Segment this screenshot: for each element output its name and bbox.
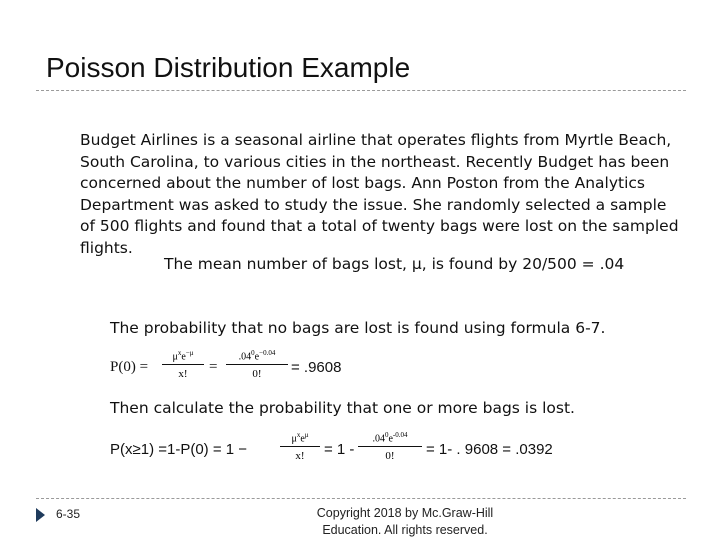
title-divider — [36, 90, 686, 91]
formula2-mid: = 1 - — [324, 441, 355, 458]
formula1-fraction-general: $\mu^xe^{-\mu}$ x! — [162, 349, 204, 380]
problem-paragraph: Budget Airlines is a seasonal airline that operates flights from Myrtle Beach, South Carolina, to various cities in the northeast. Recently Budget has been concerned about the number of lost bags. Ann Poston from the Analytics Department was asked to study the issue. She randomly selected a sample of 500 flights and found that a total of twenty bags were lost on the sampled flights. — [80, 131, 679, 257]
footer-divider — [36, 498, 686, 499]
formula2-fraction-general: $\mu^xe^\mu$ x! — [280, 431, 320, 462]
formula2-fraction-values: $\frac{.04^0e^{-0.04}}{0!}$ — [358, 431, 422, 462]
formula1-result: = .9608 — [291, 359, 342, 376]
probability-zero-intro: The probability that no bags are lost is found using formula 6-7. — [110, 319, 606, 337]
slide-title: Poisson Distribution Example — [46, 52, 411, 83]
bullet-arrow-icon — [36, 508, 45, 522]
mean-statement: The mean number of bags lost, μ, is found by 20/500 = .04 — [164, 255, 625, 273]
formula1-equals: = — [209, 359, 218, 375]
formula1-fraction-values: $\frac{.04^0e^{-0.04}}{0!}$ — [226, 349, 288, 380]
then-statement: Then calculate the probability that one or more bags is lost. — [110, 399, 575, 417]
slide-number: 6-35 — [56, 507, 81, 521]
formula1-lhs: P(0) = — [110, 359, 149, 375]
formula2-lhs: P(x≥1) =1-P(0) = 1 − — [110, 441, 248, 458]
formula2-result: = 1- . 9608 = .0392 — [426, 441, 553, 458]
copyright-notice: Copyright 2018 by Mc.Graw-Hill Education. All rights reserved. — [316, 506, 494, 537]
